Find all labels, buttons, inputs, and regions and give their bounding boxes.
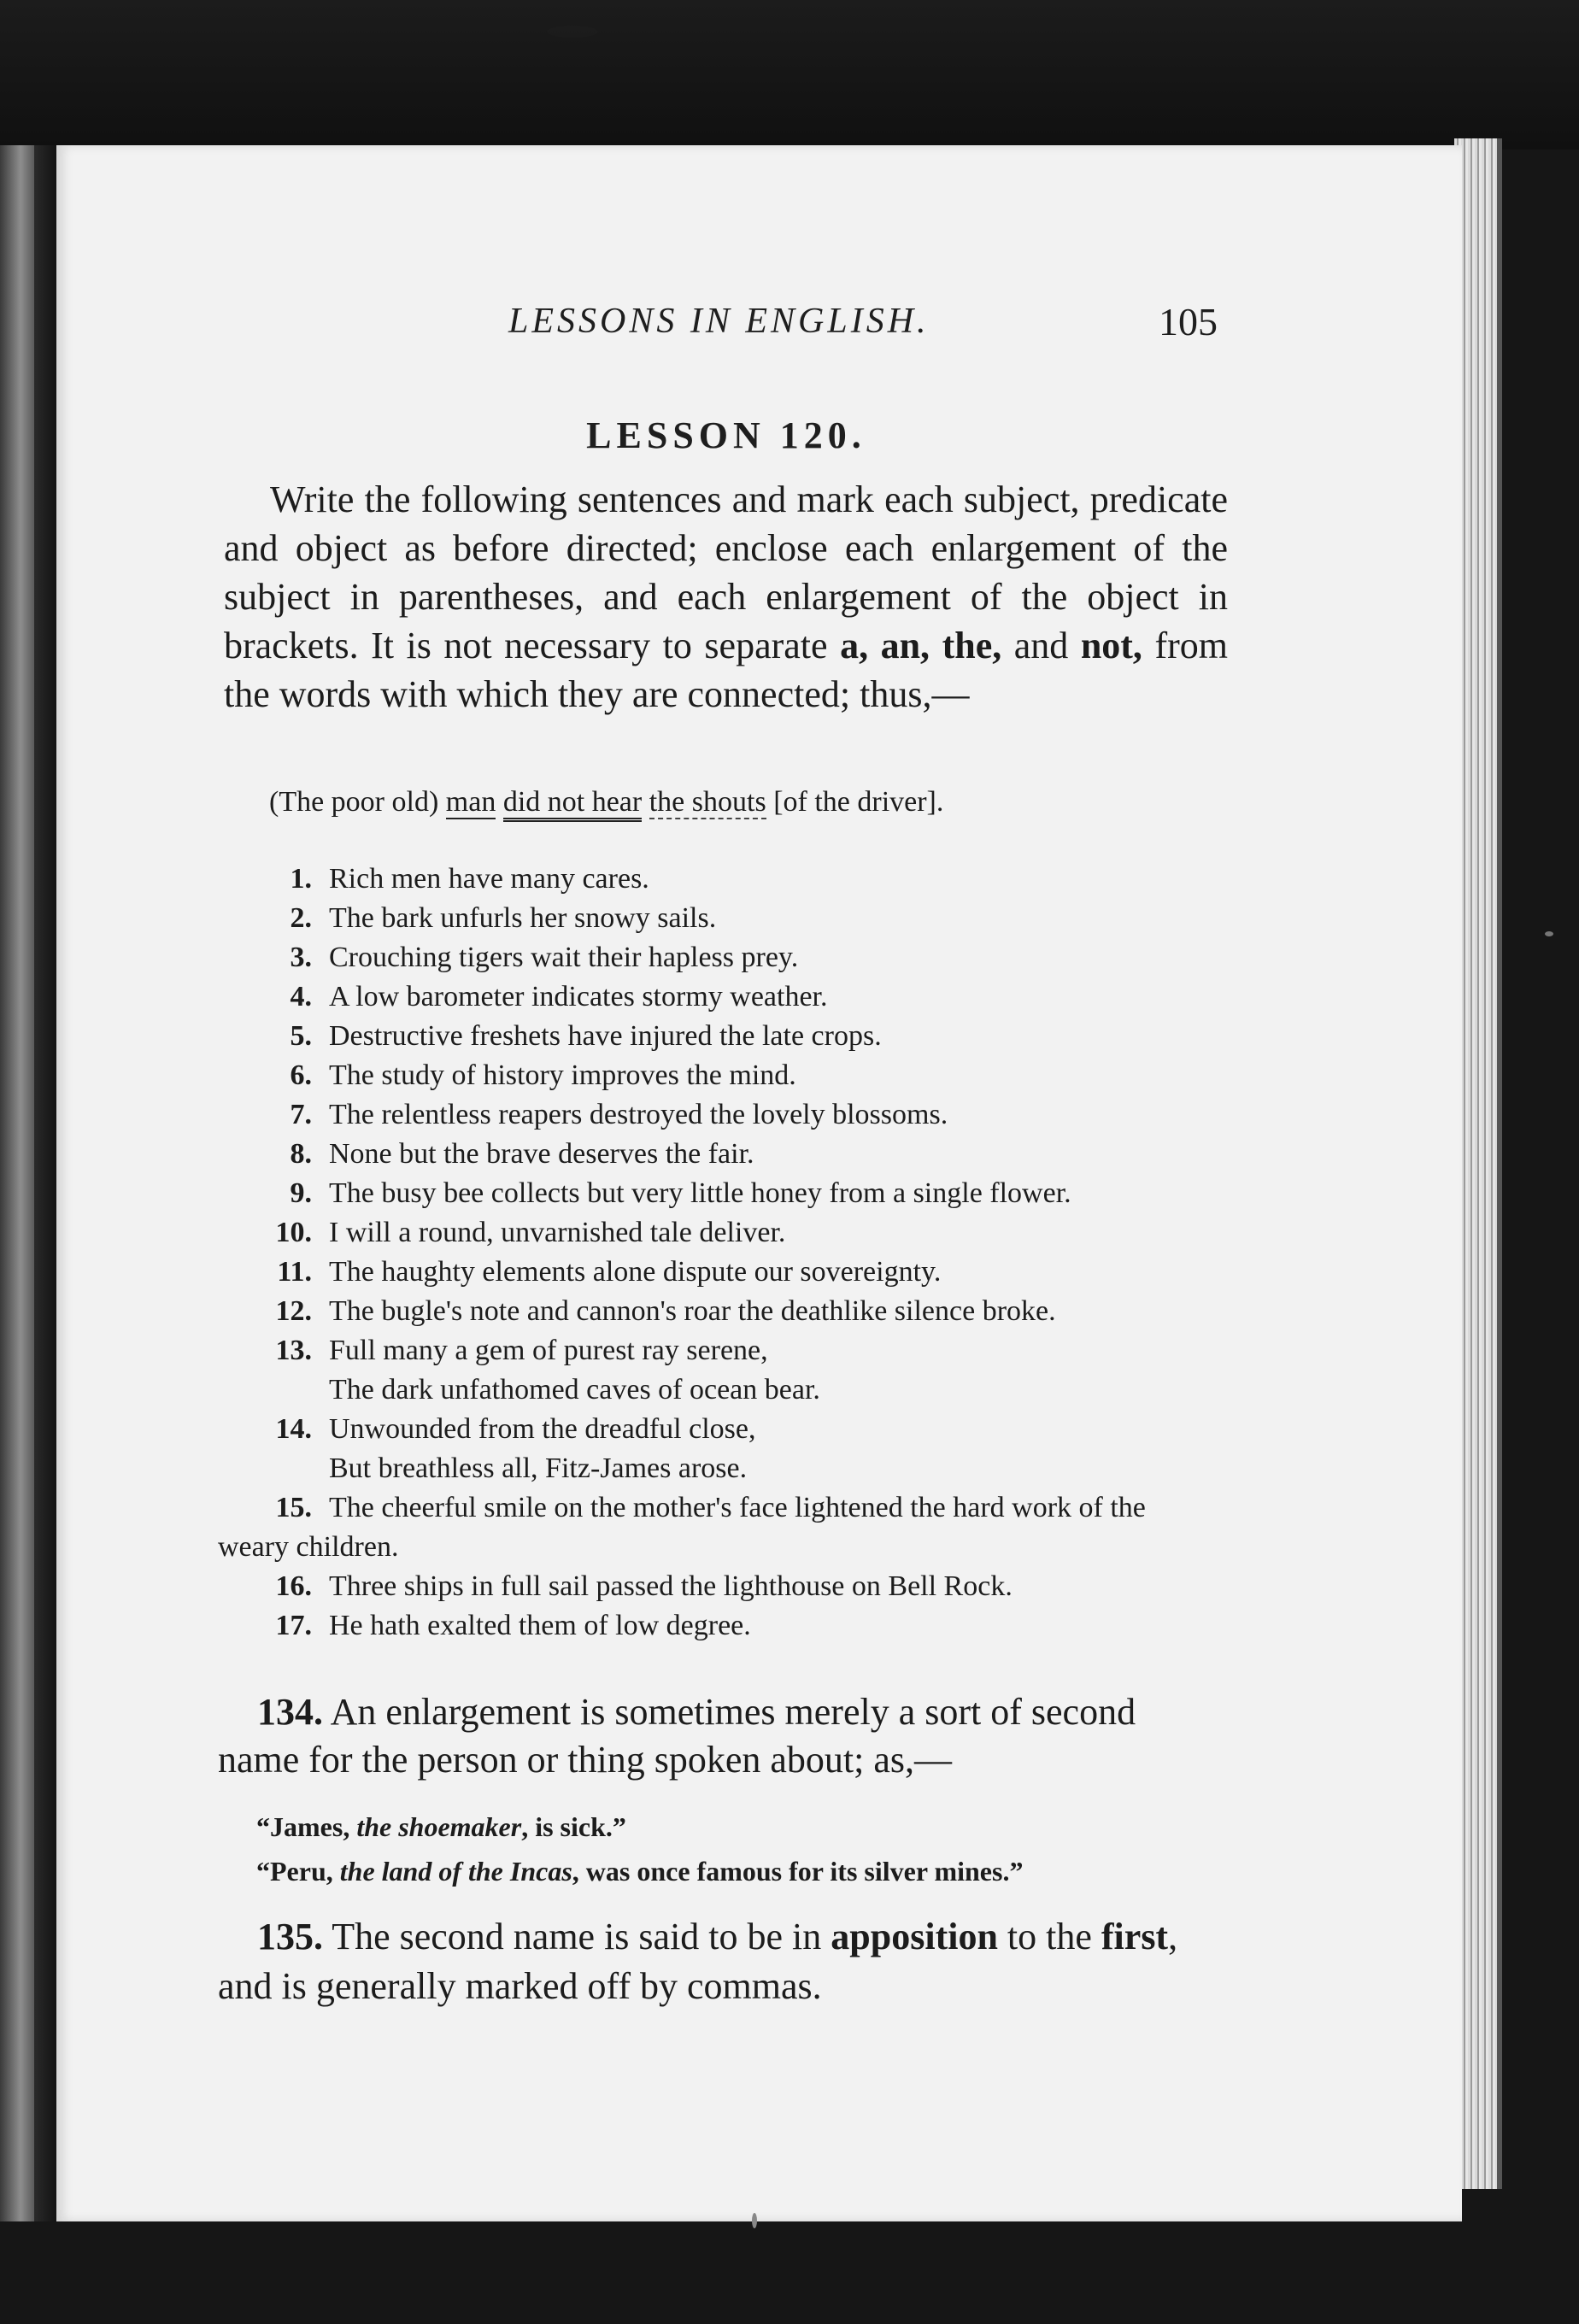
item-text: Rich men have many cares. [329,863,649,895]
item-number: 11. [277,1256,312,1288]
scan-speck [547,26,598,38]
quote-apposition: the land of the Incas [339,1856,572,1887]
page-header [508,299,1218,350]
item-number: 2. [290,902,312,934]
item-number: 6. [290,1059,312,1091]
item-number: 17. [275,1610,312,1641]
list-item [218,1213,1209,1253]
item-text: Full many a gem of purest ray serene, [329,1335,768,1366]
example-object: the shouts [649,786,766,818]
item-text: The cheerful smile on the mother's face lightened the hard work of the weary children. [218,1492,1146,1563]
quote-apposition: the shoemaker [356,1811,522,1842]
item-text: Crouching tigers wait their hapless prey. [329,942,799,973]
paragraph-number: 134. [257,1691,323,1733]
scan-speck [1545,931,1553,936]
paragraph-text: , and is generally marked off by commas. [218,1916,1178,2007]
item-number: 3. [290,942,312,973]
example-sentence [269,786,1209,819]
item-text: Three ships in full sail passed the lighthouse on Bell Rock. [329,1570,1013,1602]
example-subject-enlargement: (The poor old) [269,786,439,818]
exercise-sentence-list [218,860,1209,1646]
item-number: 7. [290,1099,312,1130]
item-text: None but the brave deserves the fair. [329,1138,754,1170]
item-number: 10. [275,1217,312,1248]
item-text: The busy bee collects but very little honey from a single flower. [329,1177,1071,1209]
item-text-line2: But breathless all, Fitz-James arose. [329,1452,748,1484]
quote-text: “Peru, [256,1856,340,1887]
list-item [218,1017,1209,1056]
list-item [218,899,1209,938]
list-item [218,1567,1209,1606]
scan-background-top [0,0,1579,150]
intro-bold-articles: a, an, the, [840,625,1002,666]
item-text: The haughty elements alone dispute our sovereignty. [329,1256,942,1288]
paragraph-text: to the [997,1916,1101,1957]
example-object-enlargement: [of the driver] [773,786,936,818]
item-text: Unwounded from the dreadful close, [329,1413,756,1445]
item-number: 1. [290,863,312,895]
term-apposition: apposition [831,1916,998,1957]
term-first: first [1101,1916,1169,1957]
example-end: . [936,786,944,818]
item-text: The study of history improves the mind. [329,1059,796,1091]
list-item [218,938,1209,977]
list-item [218,1331,1209,1410]
item-number: 15. [275,1492,312,1523]
quote-line [256,1849,1213,1893]
list-item [218,977,1209,1017]
scan-speck [752,2213,757,2228]
item-number: 5. [290,1020,312,1052]
list-item [218,1135,1209,1174]
list-item [218,1410,1209,1488]
quote-text: “James, [256,1811,357,1842]
lesson-title: LESSON 120. [586,414,866,456]
paragraph-text: The second name is said to be in [323,1916,831,1957]
list-item [218,1095,1209,1135]
item-number: 14. [275,1413,312,1445]
item-text: The bark unfurls her snowy sails. [329,902,717,934]
item-number: 8. [290,1138,312,1170]
list-item [218,1174,1209,1213]
intro-text: from the words with which they are connected; thus,— [224,625,1228,715]
running-head: LESSONS IN ENGLISH. [508,302,930,341]
list-item [218,1253,1209,1292]
apposition-examples [256,1805,1213,1893]
list-item [218,1056,1209,1095]
paragraph-134 [218,1688,1211,1784]
item-number: 9. [290,1177,312,1209]
example-subject: man [445,786,496,818]
paragraph-text: An enlargement is sometimes merely a sort of second name for the person or thing spoken about; as,— [218,1691,1136,1781]
intro-bold-not: not, [1080,625,1142,666]
item-number: 12. [275,1295,312,1327]
intro-text: Write the following sentences and mark each subject, predicate and object as before directed; enclose each enlargement of the subject in parentheses, and each enlargement of the object in brackets. It is not necessary to separate [224,478,1228,666]
item-text: The relentless reapers destroyed the lovely blossoms. [329,1099,948,1130]
item-number: 4. [290,981,312,1012]
intro-paragraph [224,475,1228,719]
quote-text: , was once famous for its silver mines.” [572,1856,1024,1887]
intro-text: and [1001,625,1081,666]
item-text-line2: The dark unfathomed caves of ocean bear. [329,1374,820,1406]
item-text: I will a round, unvarnished tale deliver. [329,1217,786,1248]
item-number: 16. [275,1570,312,1602]
item-text: Destructive freshets have injured the late crops. [329,1020,882,1052]
example-predicate: did not hear [503,786,642,822]
list-item [218,860,1209,899]
paragraph-number: 135. [257,1916,323,1957]
quote-line [256,1805,1213,1849]
item-text: The bugle's note and cannon's roar the deathlike silence broke. [329,1295,1056,1327]
list-item [218,1292,1209,1331]
list-item [218,1606,1209,1646]
quote-text: , is sick.” [521,1811,626,1842]
paragraph-135 [218,1912,1211,2011]
page-number: 105 [1159,300,1218,343]
list-item [218,1488,1209,1567]
item-number: 13. [275,1335,312,1366]
item-text: He hath exalted them of low degree. [329,1610,751,1641]
item-text: A low barometer indicates stormy weather. [329,981,828,1012]
